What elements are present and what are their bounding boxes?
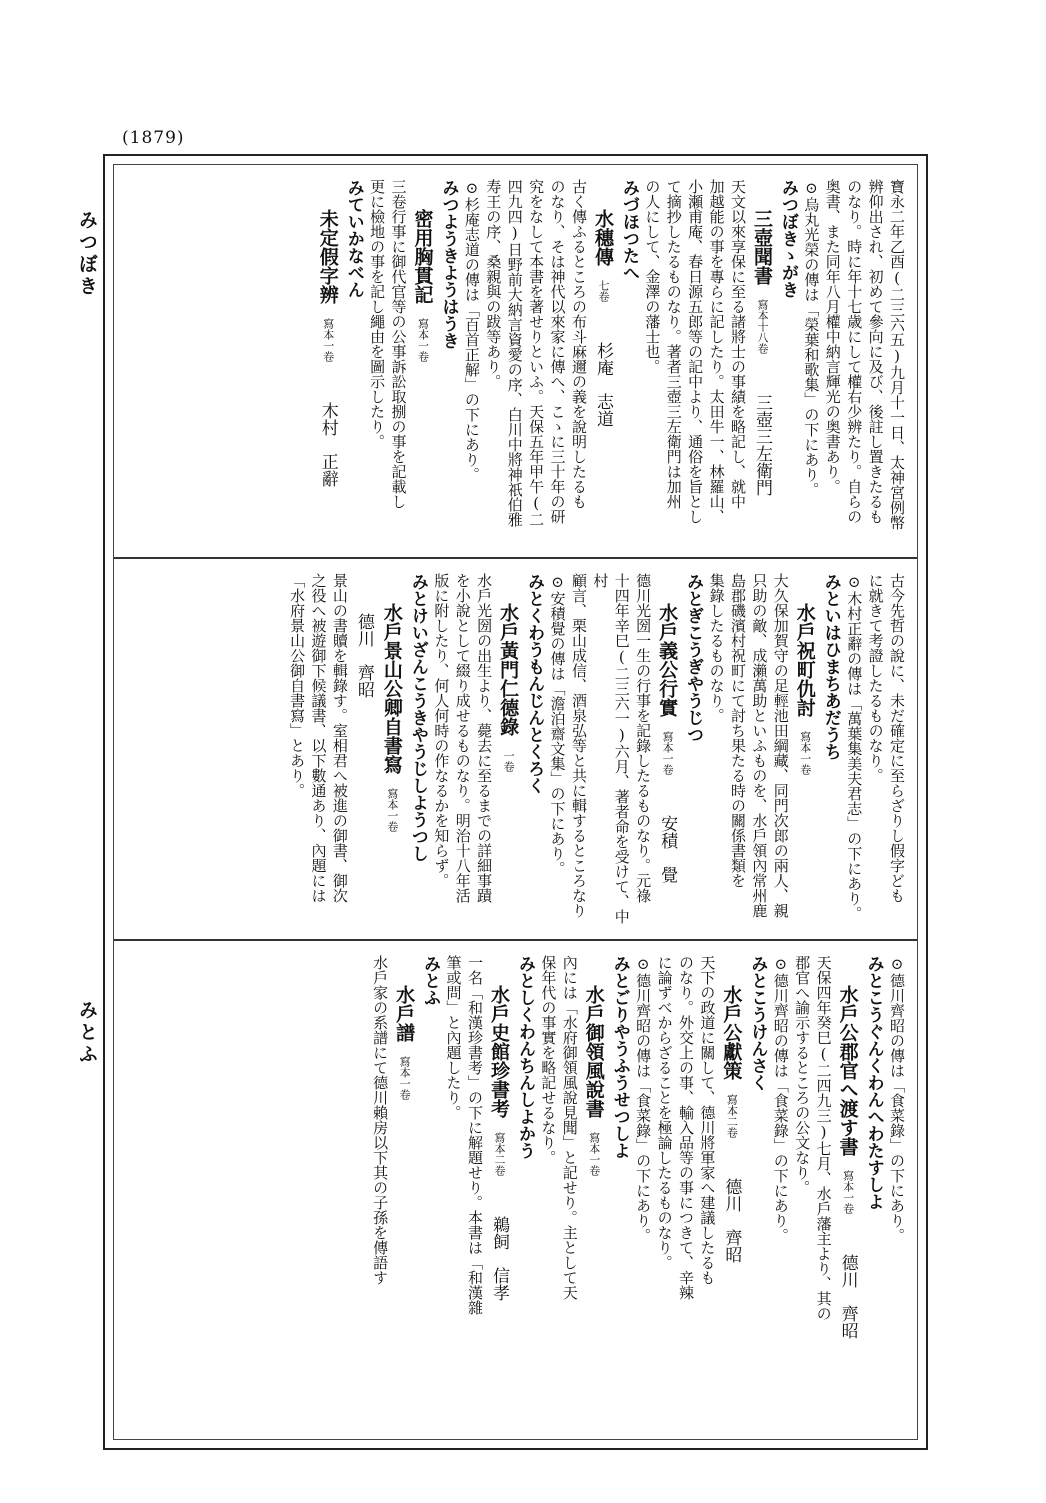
body-text-column: ⊙德川齊昭の傳は「食菜錄」の下にあり。	[888, 955, 906, 1243]
body-text-column: 一名「和漢珍書考」の下に解題せり。本書は「和漢雜	[465, 955, 484, 1315]
entry-volumes: 寫本一卷	[385, 788, 399, 832]
entry-author: 德川 齊昭	[353, 613, 374, 698]
entry-title-line	[409, 179, 437, 549]
side-marker-bottom: みとふ	[76, 1000, 98, 1066]
band-middle-content	[286, 573, 907, 931]
entry-title: 水戶公獻策	[720, 985, 743, 1080]
body-text-column: のなり。外交上の事、輸入品等の事につきて、辛辣	[676, 955, 695, 1300]
band-top	[114, 165, 917, 557]
entry-author: 安積 覺	[657, 815, 678, 883]
entry-title: 水戶義公行實	[656, 603, 679, 717]
entry-title-line	[494, 573, 522, 931]
entry-title: 密用胸貫記	[411, 209, 434, 304]
body-text-column: 寶永二年乙酉(二三六五)九月十一日、太神宮例幣	[888, 179, 906, 530]
entry-title: 水戶史館珍書考	[487, 985, 510, 1118]
entry-reading: みていかなべん	[343, 179, 364, 298]
entry-title: 水戶公郡官へ渡す書	[836, 985, 859, 1156]
entry-title-line	[350, 573, 406, 931]
body-text-column: 小瀬甫庵、春日源五郎等の記中より、通俗を旨とし	[686, 179, 705, 524]
entry-volumes: 寫本一卷	[798, 731, 812, 775]
entry-author: 德川 齊昭	[721, 1178, 742, 1263]
band-middle	[114, 559, 917, 939]
body-text-column: に論ずべからざることを極論したるものなり。	[655, 955, 674, 1270]
body-text-column: 更に檢地の事を記し繩由を圖示したり。	[368, 179, 387, 449]
body-text-column: 究をなして本書を著せりといふ。天保五年甲午(二	[527, 179, 546, 527]
entry-title-line	[653, 573, 681, 931]
body-text-column: 加越能の事を專らに記したり。太田牛一、林羅山、	[707, 179, 726, 524]
body-text-column: を小說として綴り成せるものなり。明治十八年活	[453, 573, 472, 903]
entry-volumes: 寫本一卷	[398, 1056, 412, 1100]
body-text-column: 只助の敵、成瀨萬助といふものを、水戶領內常州鹿	[750, 573, 769, 918]
band-top-content	[314, 179, 907, 549]
entry-reading: みつぼきゝがき	[777, 179, 798, 298]
entry-author: 德川 齊昭	[837, 1254, 858, 1339]
entry-title: 未定假字辨	[316, 209, 339, 304]
body-text-column: 「水府景山公御自書寫」とあり。	[288, 573, 307, 798]
entry-title: 水戶黃門仁德錄	[497, 603, 520, 736]
entry-reading: みとこうぐんくわんへわたすしよ	[863, 955, 884, 1210]
body-text-column: 郡官へ諭示するところの公文なり。	[793, 955, 812, 1195]
entry-title: 水戶景山公卿自書寫	[380, 603, 403, 774]
body-text-column: 保年代の事實を略記せるなり。	[539, 955, 558, 1165]
band-bottom-content	[369, 955, 907, 1433]
body-text-column: 筆或問」と內題したり。	[444, 955, 463, 1120]
entry-reading: みづほつたへ	[618, 179, 639, 281]
entry-title: 三壺聞書	[750, 209, 773, 285]
body-text-column: 版に附したり、何人何時の作なるかを知らず。	[432, 573, 451, 888]
entry-volumes: 寫本十八卷	[755, 299, 769, 354]
body-text-column: 水戶光圀の出生より、薨去に至るまでの詳細事蹟	[475, 573, 494, 903]
body-text-column: 內には「水府御領風說見聞」と記せり。主として天	[560, 955, 579, 1300]
body-text-column: 水戶家の系譜にて德川賴房以下其の子孫を傳語す	[371, 955, 390, 1285]
body-text-column: 天保四年癸巳(二四九三)七月、水戶藩主より、其の	[814, 955, 833, 1321]
entry-volumes: 寫本一卷	[416, 318, 430, 362]
entry-volumes: 寫本一卷	[841, 1170, 855, 1214]
entry-title-line	[748, 179, 776, 549]
entry-reading: みとこうけんさく	[747, 955, 768, 1091]
entry-title-line	[717, 955, 745, 1433]
entry-title: 水戶譜	[393, 985, 416, 1042]
entry-volumes: 寫本一卷	[321, 318, 335, 362]
body-text-column: 景山の書贖を輯錄す。室相君へ被進の御書、御次	[330, 573, 349, 903]
page-number: (1879)	[122, 128, 185, 148]
body-text-column: ⊙安積覺の傳は「澹泊齋文集」の下にあり。	[548, 573, 567, 876]
entry-reading: みとしくわんちんしよかう	[514, 955, 535, 1159]
entry-title-line	[834, 955, 862, 1433]
body-text-column: 寿王の序、桑親與の跋等あり。	[484, 179, 503, 389]
body-text-column: 島郡磯濱村祝町にて討ち果たる時の關係書類を	[728, 573, 747, 888]
entry-title-line	[390, 955, 418, 1433]
body-text-column: 四九四)日野前大納言資愛の序、白川中將神祇伯雅	[505, 179, 524, 527]
body-text-column: 三卷行事に御代官等の公事訴訟取捌の事を記載し	[389, 179, 408, 509]
body-text-column: に就きて考證したるものなり。	[866, 573, 885, 783]
entry-title-line	[589, 179, 617, 549]
entry-author: 鵜飼 信孝	[488, 1216, 509, 1301]
entry-volumes: 寫本一卷	[661, 731, 675, 775]
entry-title: 水戶祝町仇討	[793, 603, 816, 717]
body-text-column: ⊙德川齊昭の傳は「食菜錄」の下にあり。	[771, 955, 790, 1243]
entry-reading: みつようきようはうき	[438, 179, 459, 349]
body-text-column: 集錄したるものなり。	[707, 573, 726, 723]
entry-reading: みとくわうもんじんとくろく	[524, 573, 545, 794]
body-text-column: 古今先哲の說に、未だ確定に至らざりし假字ども	[888, 573, 906, 903]
entry-title-line	[314, 179, 342, 549]
body-text-column: ⊙木村正辭の傳は「萬葉集美夫君志」の下にあり。	[845, 573, 864, 921]
body-text-column: て摘抄したるものなり。著者三壺三左衛門は加州	[664, 179, 683, 509]
entry-author: 杉庵 志道	[592, 342, 613, 427]
body-text-column: 奥書、また同年八月權中納言輝光の奥書あり。	[823, 179, 842, 494]
entry-title: 水穗傳	[591, 209, 614, 266]
body-text-column: ⊙杉庵志道の傳は「百首正解」の下にあり。	[462, 179, 481, 482]
entry-reading: みといはひまちあだうち	[820, 573, 841, 760]
entry-volumes: 寫本二卷	[492, 1132, 506, 1176]
body-text-column: のなり、そは神代以來家に傳へ、こゝに三十年の研	[548, 179, 567, 524]
body-text-column: 辨仰出され、初めて參向に及び、後註し置きたるも	[866, 179, 885, 524]
entry-reading: みとごりやうふうせつしよ	[609, 955, 630, 1159]
body-text-column: のなり。時に年十七歳にして權右少辨たり。自らの	[845, 179, 864, 524]
body-text-column: 大久保加賀守の足輕池田綱藏、同門次郎の兩人、親	[771, 573, 790, 918]
entry-author: 木村 正辭	[317, 402, 338, 487]
entry-volumes: 一卷	[502, 750, 516, 772]
entry-title-line	[485, 955, 513, 1433]
body-text-column: 古く傳ふるところの布斗麻邇の義を說明したるも	[569, 179, 588, 509]
body-text-column: 顧言、栗山成信、酒泉弘等と共に輯するところなり	[569, 573, 588, 918]
body-text-column: 天下の政道に關して、德川將軍家へ建議したるも	[698, 955, 717, 1285]
dictionary-body	[113, 164, 918, 1440]
entry-title-line	[580, 955, 608, 1433]
entry-volumes: 寫本二卷	[725, 1094, 739, 1138]
entry-reading: みとぎこうぎやうじつ	[683, 573, 704, 743]
entry-title: 水戶御領風說書	[582, 985, 605, 1118]
entry-volumes: 七卷	[596, 280, 610, 302]
page-frame	[103, 154, 928, 1450]
entry-title-line	[791, 573, 819, 931]
body-text-column: 德川光圀一生の行事を記錄したるものなり。元祿	[634, 573, 653, 903]
entry-reading: みとふ	[420, 955, 441, 1006]
body-text-column: ⊙烏丸光榮の傳は「榮葉和歌集」の下にあり。	[802, 179, 821, 497]
entry-author: 三壺三左衛門	[751, 394, 772, 496]
body-text-column: 天文以來享保に至る諸將士の事績を略記し、就中	[728, 179, 747, 509]
side-marker-top: みつぼき	[76, 210, 98, 298]
body-text-column: ⊙德川齊昭の傳は「食菜錄」の下にあり。	[634, 955, 653, 1243]
body-text-column: 之役へ被遊御下候議書、以下數通あり、內題には	[309, 573, 328, 903]
entry-volumes: 寫本一卷	[587, 1132, 601, 1176]
band-bottom	[114, 941, 917, 1441]
body-text-column: 十四年辛巳(二三六一)六月、著者命を受けて、中村	[591, 573, 631, 924]
entry-reading: みとけいざんこうきやうじしようつし	[407, 573, 428, 862]
body-text-column: の人にして、金澤の藩士也。	[643, 179, 662, 374]
